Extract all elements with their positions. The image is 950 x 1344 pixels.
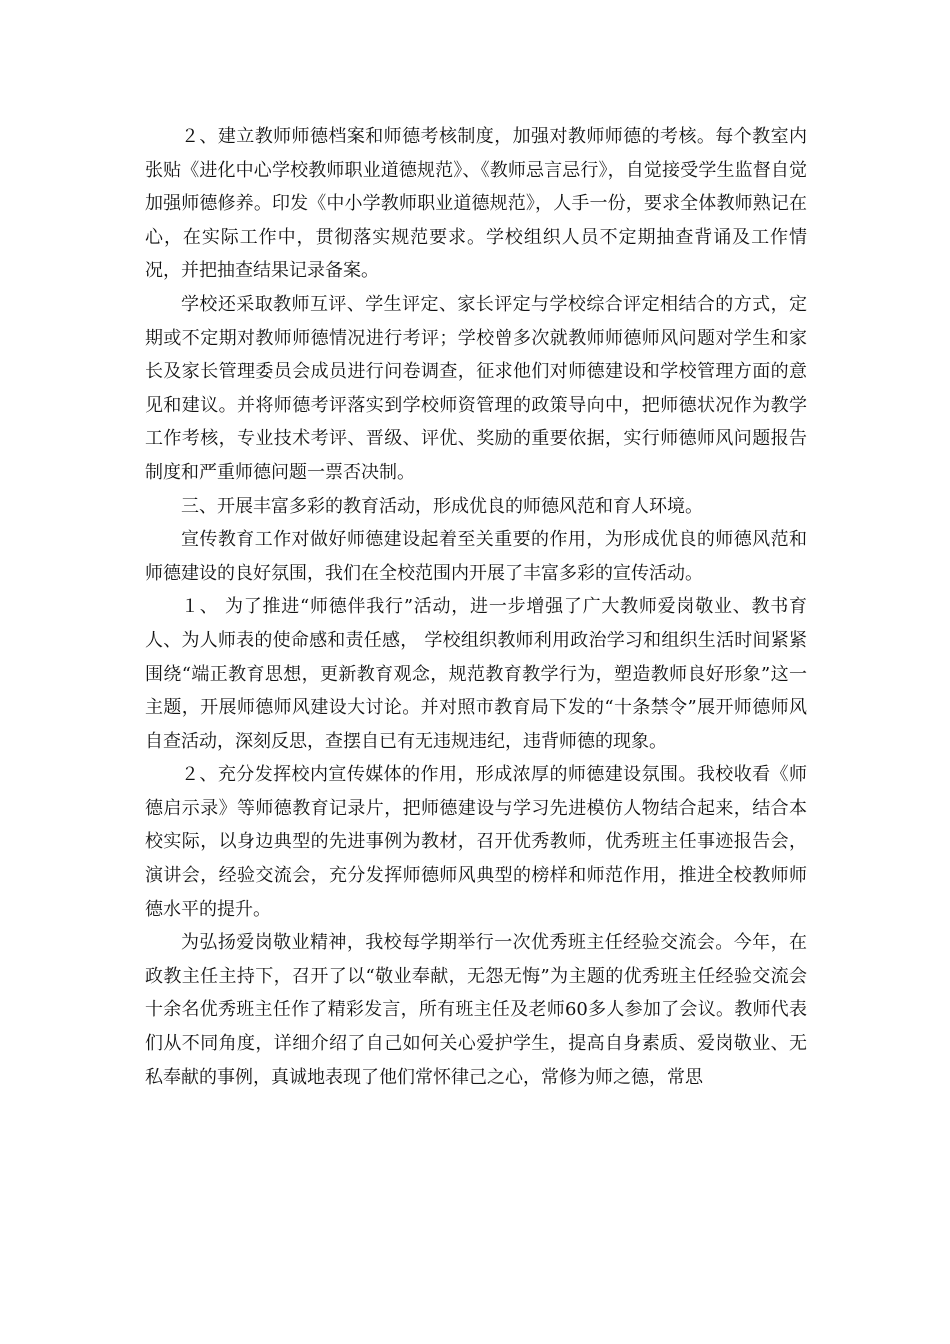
document-body bbox=[145, 120, 807, 1094]
section-heading: 三、开展丰富多彩的教育活动，形成优良的师德风范和育人环境。 bbox=[181, 495, 703, 517]
paragraph: 为弘扬爱岗敬业精神，我校每学期举行一次优秀班主任经验交流会。今年，在政教主任主持下，召开了以“敬业奉献，无怨无悔”为主题的优秀班主任经验交流会十余名优秀班主任作了精彩发言，所有班主任及老师60多人参加了会议。教师代表们从不同角度，详细介绍了自己如何关心爱护学生，提高自身素质、爱岗敬业、无私奉献的事例，真诚地表现了他们常怀律己之心，常修为师之德，常思 bbox=[145, 932, 807, 1088]
paragraph: 学校还采取教师互评、学生评定、家长评定与学校综合评定相结合的方式，定期或不定期对教师师德情况进行考评；学校曾多次就教师师德师风问题对学生和家长及家长管理委员会成员进行问卷调查，征求他们对师德建设和学校管理方面的意见和建议。并将师德考评落实到学校师资管理的政策导向中，把师德状况作为教学工作考核，专业技术考评、晋级、评优、奖励的重要依据，实行师德师风问题报告制度和严重师德问题一票否决制。 bbox=[145, 293, 807, 483]
paragraph: 宣传教育工作对做好师德建设起着至关重要的作用，为形成优良的师德风范和师德建设的良好氛围，我们在全校范围内开展了丰富多彩的宣传活动。 bbox=[145, 529, 807, 584]
paragraph: ２、充分发挥校内宣传媒体的作用，形成浓厚的师德建设氛围。我校收看《师德启示录》等师德教育记录片，把师德建设与学习先进模仿人物结合起来，结合本校实际，以身边典型的先进事例为教材，召开优秀教师，优秀班主任事迹报告会，演讲会，经验交流会，充分发挥师德师风典型的榜样和师范作用，推进全校教师师德水平的提升。 bbox=[145, 764, 807, 920]
paragraph: １、 为了推进“师德伴我行”活动，进一步增强了广大教师爱岗敬业、教书育人、为人师表的使命感和责任感， 学校组织教师利用政治学习和组织生活时间紧紧围绕“端正教育思想，更新教育观念，规范教育教学行为，塑造教师良好形象”这一主题，开展师德师风建设大讨论。并对照市教育局下发的“十条禁令”展开师德师风自查活动，深刻反思，查摆自已有无违规违纪，违背师德的现象。 bbox=[145, 596, 807, 752]
paragraph: ２、建立教师师德档案和师德考核制度，加强对教师师德的考核。每个教室内张贴《进化中心学校教师职业道德规范》、《教师忌言忌行》，自觉接受学生监督自觉加强师德修养。印发《中小学教师职业道德规范》，人手一份，要求全体教师熟记在心，在实际工作中，贯彻落实规范要求。学校组织人员不定期抽查背诵及工作情况，并把抽查结果记录备案。 bbox=[145, 126, 807, 282]
